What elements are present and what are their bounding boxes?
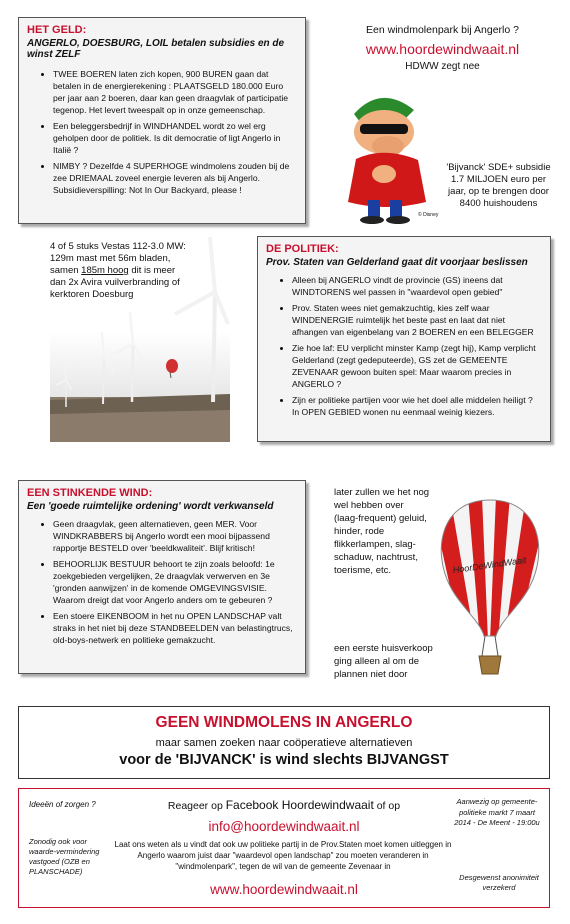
banner — [18, 706, 550, 779]
beagle-boy-cartoon — [326, 84, 441, 224]
politiek-subtitle: Prov. Staten van Gelderland gaat dit voorjaar beslissen — [266, 257, 528, 268]
website-link[interactable]: www.hoordewindwaait.nl — [365, 41, 520, 57]
banner-slogan: voor de 'BIJVANCK' is wind slechts BIJVANGST — [119, 752, 449, 768]
list-item: • BEHOORLIJK BESTUUR behoort te zijn zoals beloofd: 1e zoekgebieden vergelijken, 2e draagvlak verwerven en 3e 'gronden aanwijzen' in de komende OMGEVINGSVISIE. Waarom dreigt dat voor Angerlo anders om te gebeuren ? — [53, 558, 297, 606]
contact-footer — [18, 788, 550, 908]
facebook-link[interactable]: Facebook Hoordewindwaait — [225, 798, 374, 812]
hdww-nee: HDWW zegt nee — [405, 61, 480, 72]
party-call: Laat ons weten als u vindt dat ook uw politieke partij in de Prov.Staten moet komen uitleggen in Angerlo waarom juist daar "waardevol open landschap" zou moeten veranderen in "windmolenpark", tegen de wil van de gemeente Zevenaar in — [114, 840, 452, 871]
politiek-title: DE POLITIEK: — [266, 243, 339, 255]
banner-headline: GEEN WINDMOLENS IN ANGERLO — [155, 714, 413, 731]
banner-subline: maar samen zoeken naar coöperatieve alternatieven — [155, 737, 413, 749]
ideas-label: Ideeën of zorgen ? — [29, 800, 96, 809]
geld-title: HET GELD: — [27, 24, 87, 36]
windmill-photo — [50, 232, 230, 442]
balloon-text-bottom: een eerste huisverkoop ging alleen al om de plannen niet door — [334, 643, 433, 680]
politiek-section — [257, 236, 551, 442]
balloon-label: HoorDeWindWaait — [452, 554, 528, 576]
windpark-question: Een windmolenpark bij Angerlo ? — [366, 24, 519, 36]
list-item: • TWEE BOEREN laten zich kopen, 900 BUREN gaan dat betalen in de energierekening : PLAATSGELD 180.000 Euro per jaar aan 2 boeren, daar kan geen draagvlak of participatie tegenop. Het levert tweespalt op in onze gemeenschap. — [53, 68, 297, 116]
geld-list — [27, 68, 297, 196]
balloon-text-top: later zullen we het nog wel hebben over (laag-frequent) geluid, hinder, rode flikkerlampen, slag-schaduw, nachtrust, toerisme, etc. — [334, 487, 430, 576]
footer-website-link[interactable]: www.hoordewindwaait.nl — [210, 882, 358, 897]
height-underlined: 185m hoog — [81, 265, 129, 276]
disney-credit: © Disney — [418, 212, 439, 218]
list-item: • Zijn er politieke partijen voor wie het doel alle middelen heiligt ? In OPEN GEBIED wonen nu eenmaal weinig kiezers. — [292, 394, 542, 418]
list-item: • NIMBY ? Dezelfde 4 SUPERHOGE windmolens zouden bij de zee DRIEMAAL zoveel energie leveren als bij Angerlo. Subsidieverspilling: Not In Our Backyard, please ! — [53, 160, 297, 196]
list-item: • Een beleggersbedrijf in WINDHANDEL wordt zo wel erg geholpen door de politiek. Is dit democratie of ligt Angerlo in Italië ? — [53, 120, 297, 156]
wind-subtitle: Een 'goede ruimtelijke ordening' wordt verkwanseld — [27, 501, 274, 512]
value-loss-note: Zonodig ook voor waarde-vermindering vastgoed (OZB en PLANSCHADE) — [29, 837, 100, 876]
list-item: • Zie hoe laf: EU verplicht minster Kamp (zegt hij), Kamp verplicht Gelderland (zegt gedeputeerde), GS zet de GEMEENTE ZEVENAAR gewoon buiten spel: Maar waarom precies in ANGERLO ? — [292, 342, 542, 390]
list-item: • Geen draagvlak, geen alternatieven, geen MER. Voor WINDKRABBERS bij Angerlo wordt een mooi bijpassend rapportje BESTELD over 'beeldkwaliteit'. Blijf kritisch! — [53, 518, 297, 554]
vestas-caption: 4 of 5 stuks Vestas 112-3.0 MW: 129m mast met 56m bladen, samen 185m hoog dit is meer dan 2x Avira vuilverbranding of kerktoren Doesburg — [50, 241, 186, 300]
wind-title: EEN STINKENDE WIND: — [27, 487, 153, 499]
email-link[interactable]: info@hoordewindwaait.nl — [208, 819, 360, 834]
list-item: • Een stoere EIKENBOOM in het nu OPEN LANDSCHAP valt straks in het niet bij deze STANDBEELDEN van belastingtrucs, old-boys-netwerk en politieke gemakzucht. — [53, 610, 297, 646]
list-item: • Alleen bij ANGERLO vindt de provincie (GS) ineens dat WINDTORENS wel passen in "waardevol open gebied" — [292, 274, 542, 298]
wind-list — [27, 518, 297, 646]
politiek-list — [266, 274, 542, 418]
geld-subtitle: ANGERLO, DOESBURG, LOIL betalen subsidies en de winst ZELF — [27, 38, 285, 60]
market-note: Aanwezig op gemeente-politieke markt 7 maart 2014 - De Meent - 19:00u — [454, 797, 540, 827]
geld-section — [18, 17, 306, 224]
anonymity-note: Desgewenst anonimiteit verzekerd — [459, 873, 539, 892]
wind-section — [18, 480, 306, 674]
react-line: Reageer op Facebook Hoordewindwaait of op — [167, 798, 401, 812]
list-item: • Prov. Staten wees niet gemakzuchtig, kies zelf waar WINDENERGIE ruimtelijk het beste past en laat dat niet afhangen van eigenbelang van 2 BOEREN en een BELEGGER — [292, 302, 542, 338]
subsidie-caption: 'Bijvanck' SDE+ subsidie 1.7 MILJOEN euro per jaar, op te brengen door 8400 huishoudens — [446, 162, 551, 209]
hot-air-balloon — [430, 496, 550, 686]
